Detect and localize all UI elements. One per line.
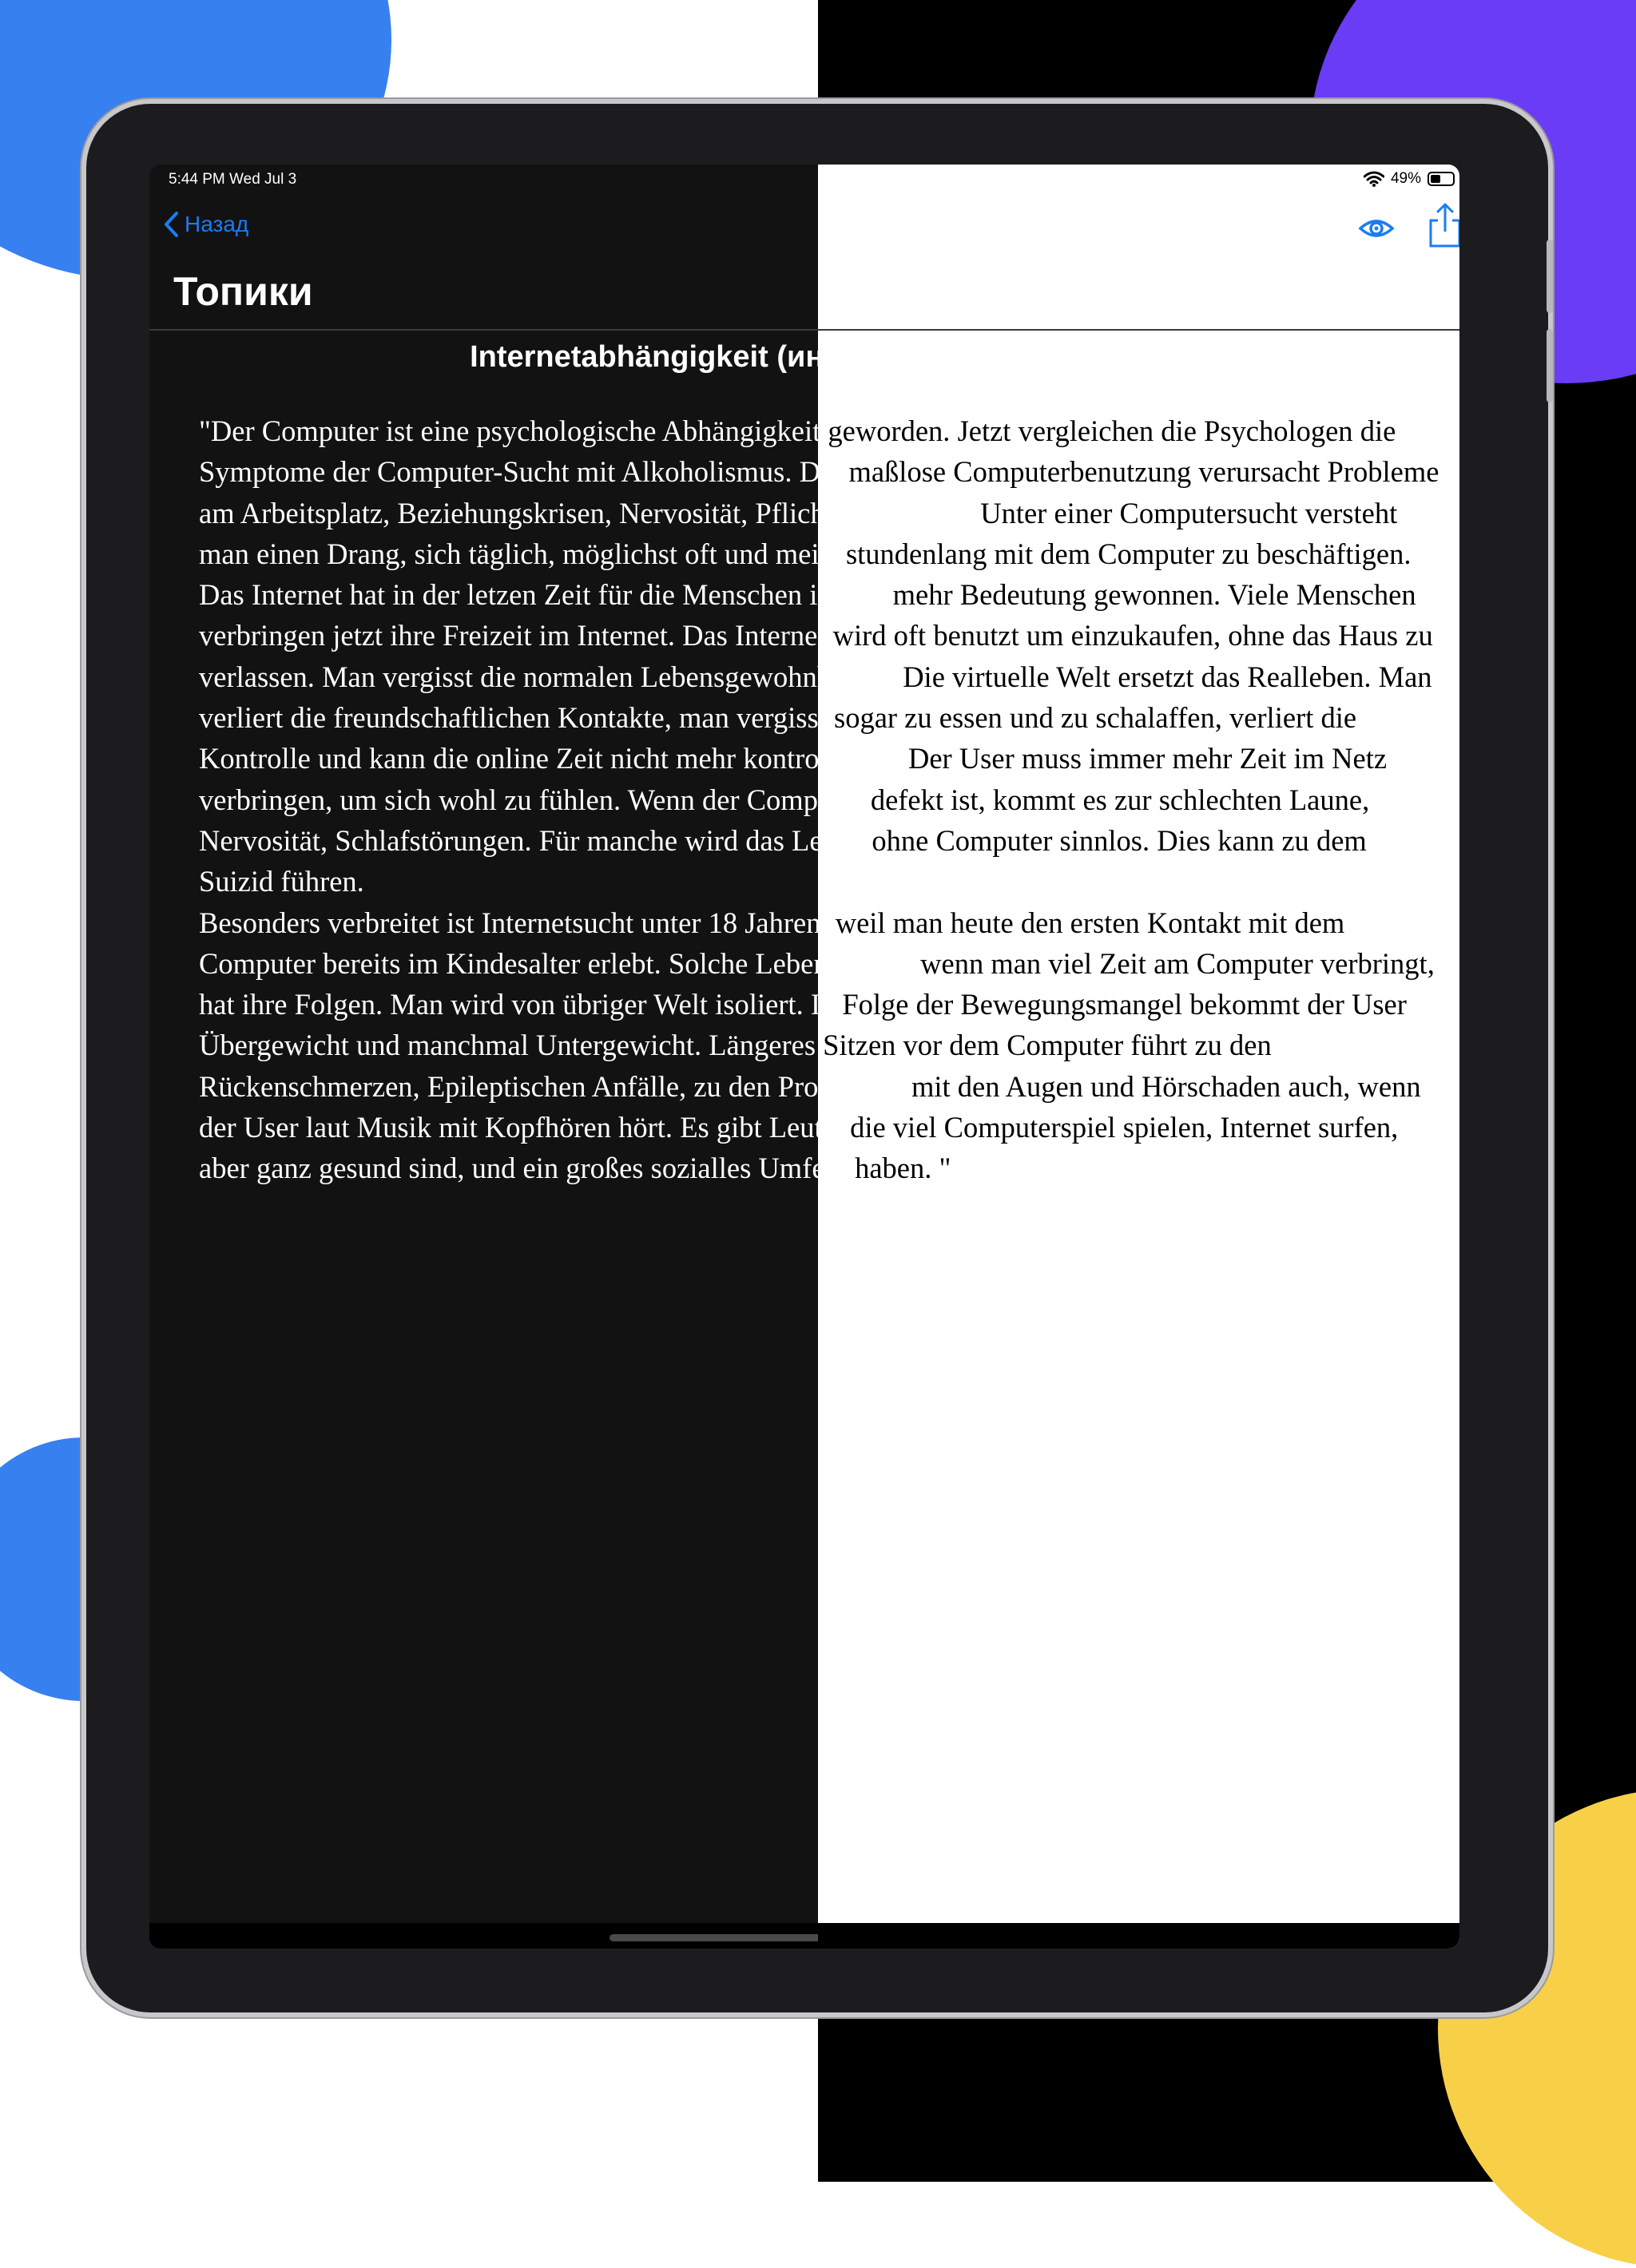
battery-percentage: 49%	[1390, 170, 1421, 187]
home-indicator[interactable]	[610, 1934, 1020, 1941]
article-paragraph: "Der Computer ist eine psychologische Abhängigkeit geworden. Jetzt vergleichen die Psychologen die Symptome der Computer-Sucht mit Alkoholismus. Die maßlose Computerbenutzung verursacht Probleme am Arbeitsplatz, Beziehungskrisen, Nervosität, Pflichtversäumnis. Unter einer Computersucht versteht man einen Drang, sich täglich, möglichst oft und meist stundenlang mit dem Computer zu beschäftigen.	[199, 414, 1439, 570]
device-volume-down	[1547, 329, 1553, 402]
battery-icon	[1428, 172, 1455, 186]
share-icon[interactable]	[1428, 203, 1459, 248]
page-title: Топики	[173, 269, 313, 314]
article-heading-text: Internetabhängigkeit (интернет-зависимость)	[470, 340, 1139, 374]
article-paragraph: Das Internet hat in der letzen Zeit für die Menschen immer mehr Bedeutung gewonnen. Viele Menschen verbringen jetzt ihre Freizeit im Internet. Das Internet wird oft benutzt um einzukaufen, ohne das Haus zu verlassen. Man vergisst die normalen Lebensgewohnheiten. Die virtuelle Welt ersetzt das Realleben. Man verliert die freundschaftlichen Kontakte, man vergisst sogar zu essen und zu schalaffen, verliert die Kontrolle und kann die online Zeit nicht mehr kontrollieren. Der User muss immer mehr Zeit im Netz verbringen, um sich wohl zu fühlen. Wenn der Computer defekt ist, kommt es zur schlechten Laune, Nervosität, Schlafstörungen. Für manche wird das Leben ohne Computer sinnlos. Dies kann zu dem Suizid führen.	[199, 578, 1433, 898]
wifi-icon	[1364, 171, 1384, 187]
article-heading	[149, 340, 1459, 375]
nav-divider	[149, 329, 1459, 331]
back-button[interactable]	[162, 211, 248, 238]
device-volume-up	[1547, 240, 1553, 313]
status-time: 5:44 PM Wed Jul 3	[169, 171, 297, 188]
article-paragraph: Besonders verbreitet ist Internetsucht unter 18 Jahren, weil man heute den ersten Kontakt mit dem Computer bereits im Kindesalter erlebt. Solche Lebensweise, wenn man viel Zeit am Computer verbringt, hat ihre Folgen. Man wird von übriger Welt isoliert. In Folge der Bewegungsmangel bekommt der User Übergewicht und manchmal Untergewicht. Längeres Sitzen vor dem Computer führt zu den Rückenschmerzen, Epileptischen Anfälle, zu den Problemen mit den Augen und Hörschaden auch, wenn der User laut Musik mit Kopfhören hört. Es gibt Leute, die viel Computerspiel spielen, Internet surfen, aber ganz gesund sind, und ein großes sozialles Umfeld haben. "	[199, 906, 1435, 1185]
device-screen	[149, 165, 1459, 1949]
status-bar	[149, 165, 1459, 196]
eye-icon[interactable]	[1358, 212, 1395, 244]
chevron-left-icon	[162, 211, 180, 238]
article-body	[199, 410, 1445, 1189]
back-label: Назад	[185, 212, 249, 236]
status-indicators	[1364, 170, 1455, 188]
